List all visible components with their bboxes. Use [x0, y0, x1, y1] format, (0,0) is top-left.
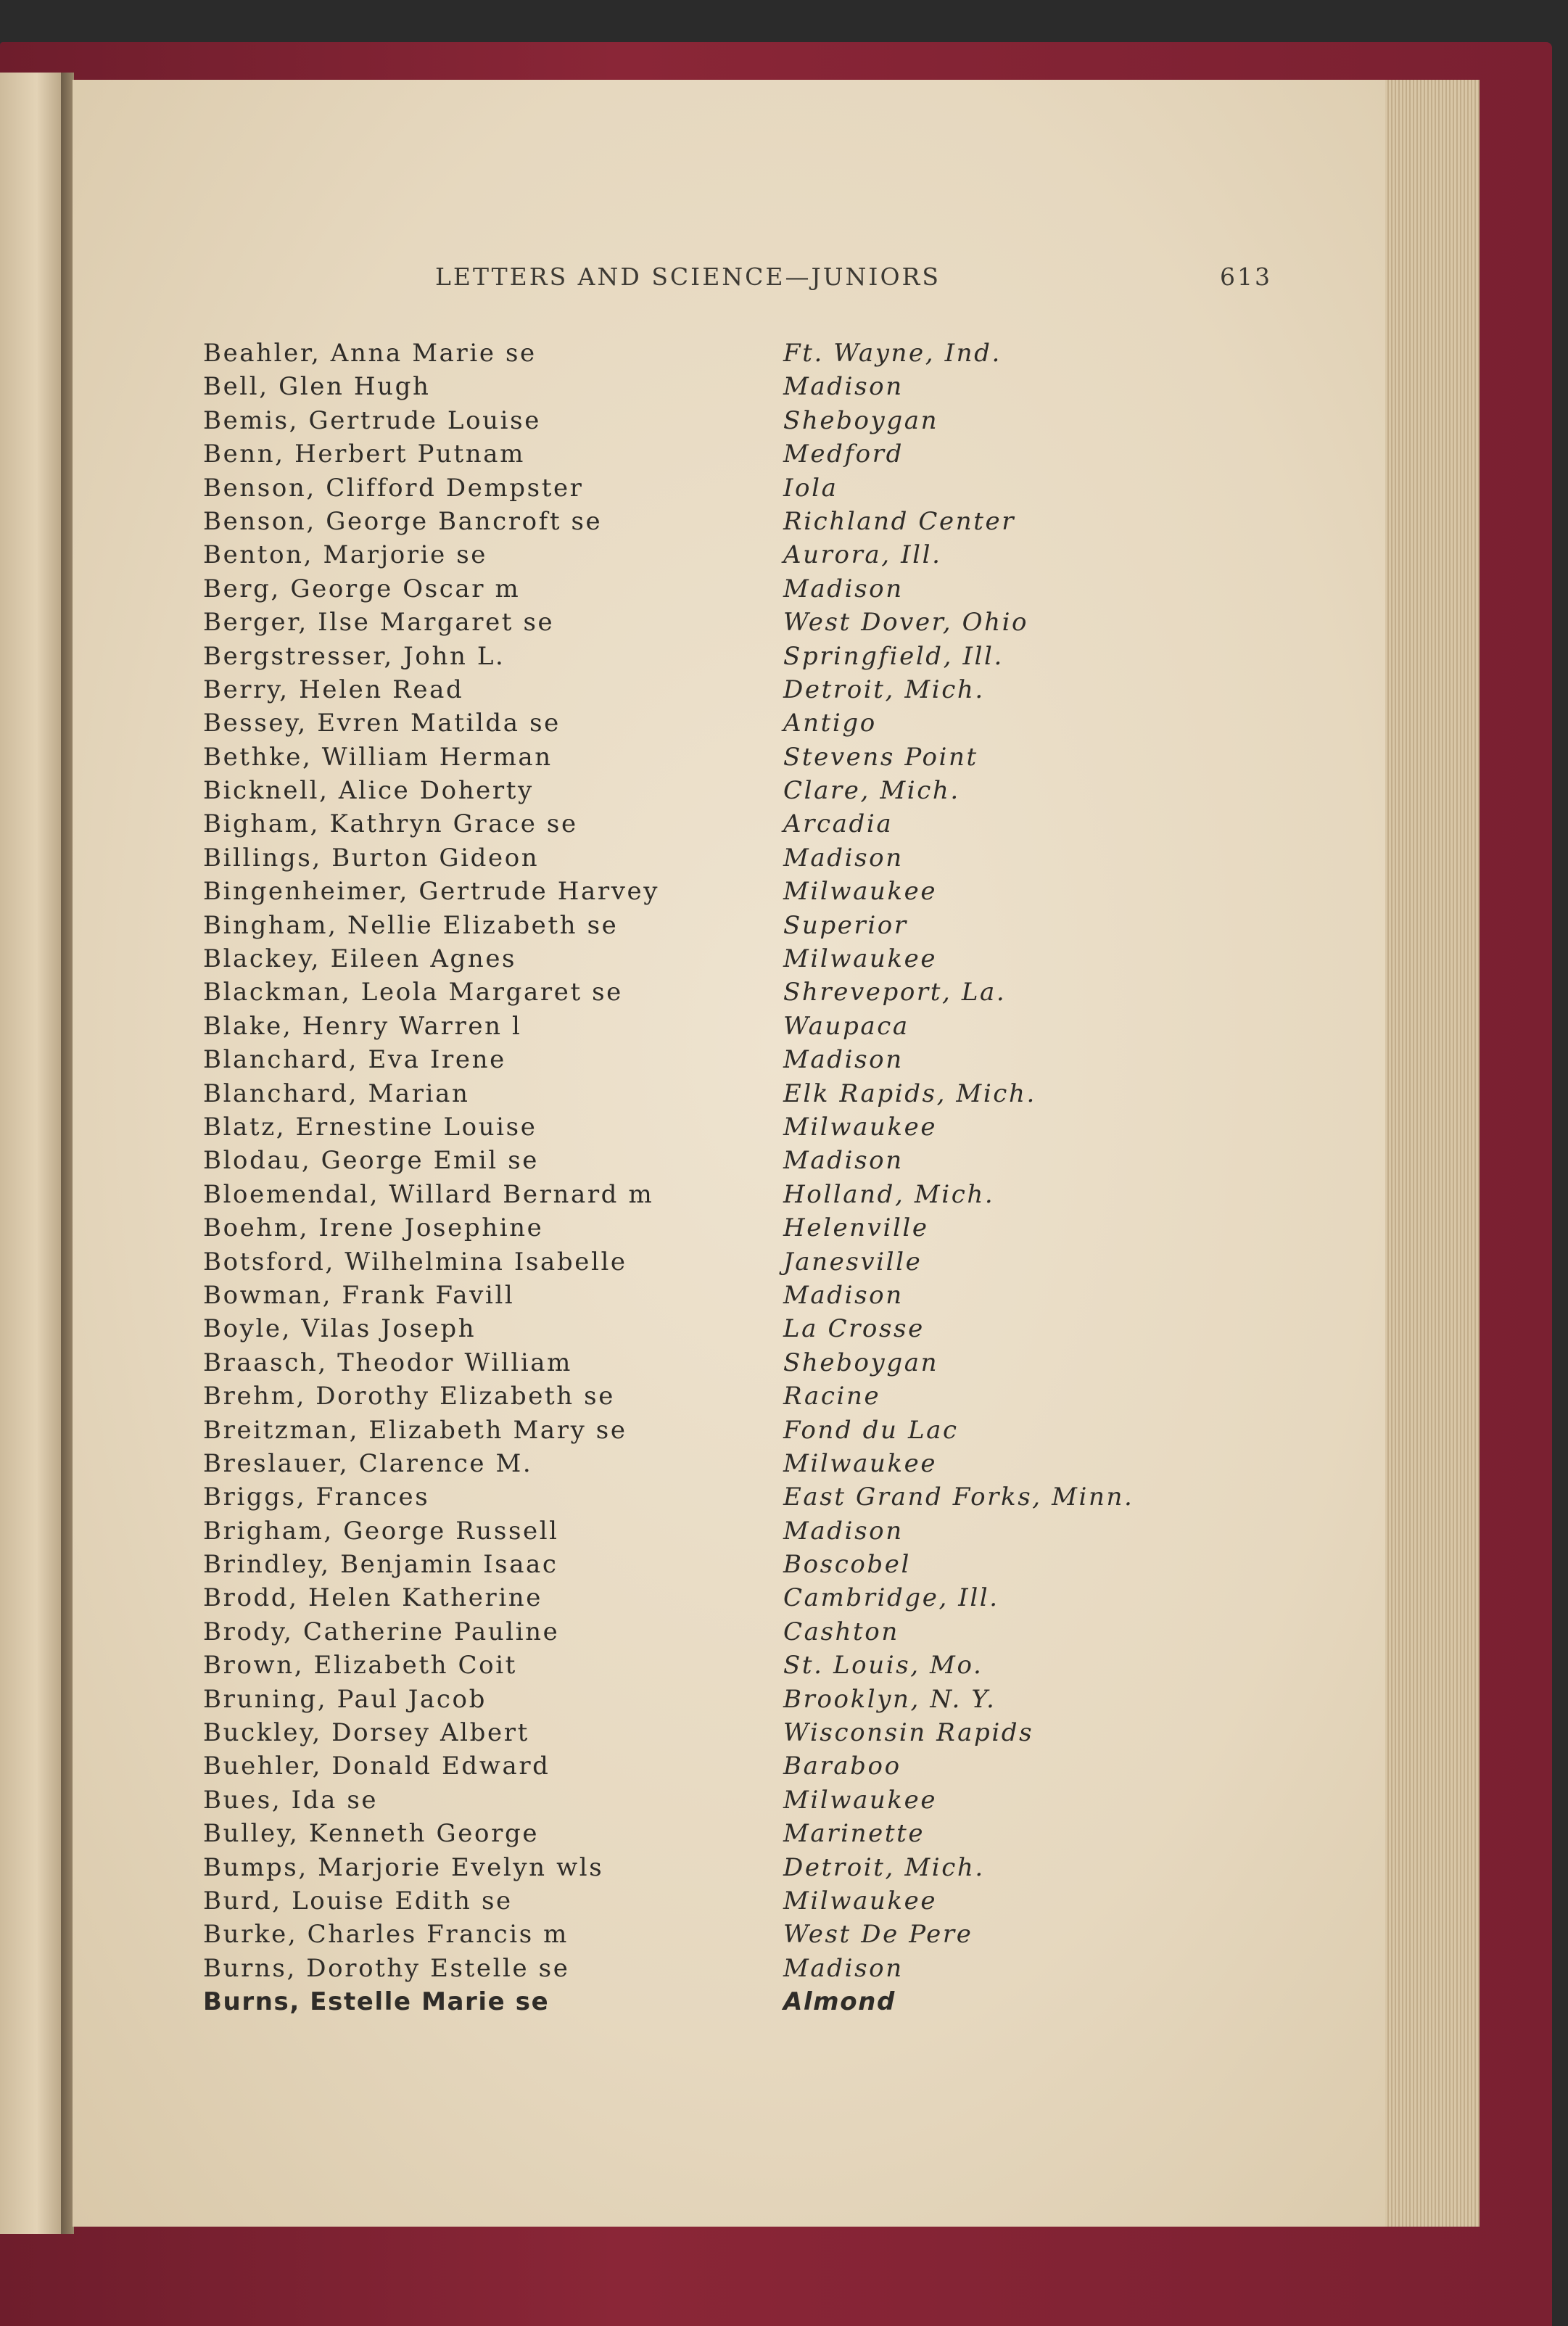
hometown: Detroit, Mich.: [783, 1852, 985, 1882]
student-name: Brigham, George Russell: [203, 1516, 559, 1546]
list-item: [200, 911, 1245, 944]
list-item: [200, 1685, 1245, 1718]
student-name: Bicknell, Alice Doherty: [203, 776, 534, 806]
page-number: 613: [1220, 263, 1272, 291]
list-item: [200, 440, 1245, 473]
hometown: West Dover, Ohio: [783, 608, 1029, 638]
hometown: Madison: [783, 1280, 904, 1310]
list-item: [200, 944, 1245, 978]
student-name: Bingenheimer, Gertrude Harvey: [203, 877, 660, 907]
student-name: Bemis, Gertrude Louise: [203, 405, 541, 435]
hometown: Milwaukee: [783, 1112, 938, 1142]
list-item: [200, 1786, 1245, 1819]
list-item: [200, 574, 1245, 608]
student-name: Brodd, Helen Katherine: [203, 1583, 543, 1613]
list-item: [200, 1146, 1245, 1179]
hometown: Holland, Mich.: [783, 1179, 995, 1209]
hometown: Arcadia: [783, 809, 894, 839]
student-name: Brown, Elizabeth Coit: [203, 1651, 517, 1680]
student-name: Blatz, Ernestine Louise: [203, 1112, 537, 1142]
list-item: [200, 1517, 1245, 1550]
hometown: Elk Rapids, Mich.: [783, 1079, 1036, 1108]
list-item: [200, 339, 1245, 372]
list-item: [200, 776, 1245, 809]
student-name: Burns, Dorothy Estelle se: [203, 1953, 570, 1983]
student-name: Boehm, Irene Josephine: [203, 1213, 544, 1243]
list-item: [200, 1382, 1245, 1415]
hometown: Madison: [783, 1516, 904, 1546]
student-name: Bergstresser, John L.: [203, 641, 506, 671]
hometown: Stevens Point: [783, 742, 978, 772]
list-item: [200, 1617, 1245, 1651]
list-item: [200, 372, 1245, 405]
list-item: [200, 743, 1245, 776]
hometown: Milwaukee: [783, 944, 938, 974]
hometown: Fond du Lac: [783, 1415, 959, 1445]
student-name: Bruning, Paul Jacob: [203, 1684, 487, 1714]
hometown: Clare, Mich.: [783, 776, 960, 806]
hometown: Medford: [783, 440, 904, 469]
hometown: Madison: [783, 1146, 904, 1176]
list-item: [200, 1079, 1245, 1113]
hometown: Madison: [783, 574, 904, 603]
list-item: [200, 1281, 1245, 1314]
student-name: Bigham, Kathryn Grace se: [203, 809, 578, 839]
hometown: Madison: [783, 1953, 904, 1983]
student-name: Boyle, Vilas Joseph: [203, 1314, 476, 1344]
list-item: [200, 1247, 1245, 1281]
student-name: Buehler, Donald Edward: [203, 1752, 550, 1781]
hometown: Madison: [783, 1045, 904, 1075]
student-name: Briggs, Frances: [203, 1482, 430, 1512]
student-name: Blackey, Eileen Agnes: [203, 944, 517, 974]
hometown: Racine: [783, 1382, 881, 1411]
student-name: Billings, Burton Gideon: [203, 843, 540, 873]
student-name: Blanchard, Marian: [203, 1079, 470, 1108]
hometown: Sheboygan: [783, 1348, 939, 1377]
page-title: LETTERS AND SCIENCE—JUNIORS: [435, 263, 941, 291]
student-name: Breslauer, Clarence M.: [203, 1448, 533, 1478]
hometown: Shreveport, La.: [783, 978, 1007, 1007]
hometown: Milwaukee: [783, 877, 938, 907]
student-name: Beahler, Anna Marie se: [203, 339, 537, 368]
student-name: Bues, Ida se: [203, 1785, 379, 1815]
list-item: [200, 1314, 1245, 1348]
hometown: Waupaca: [783, 1011, 909, 1041]
student-name: Bumps, Marjorie Evelyn wls: [203, 1852, 604, 1882]
list-item: [200, 809, 1245, 843]
hometown: Richland Center: [783, 506, 1016, 536]
student-name: Burd, Louise Edith se: [203, 1886, 513, 1915]
list-item: [200, 1886, 1245, 1920]
hometown: Milwaukee: [783, 1785, 938, 1815]
list-item: [200, 1718, 1245, 1752]
student-list: [200, 339, 1245, 2021]
hometown: Aurora, Ill.: [783, 540, 942, 570]
list-item: [200, 1987, 1245, 2021]
student-name: Botsford, Wilhelmina Isabelle: [203, 1247, 627, 1277]
list-item: [200, 1583, 1245, 1617]
student-name: Buckley, Dorsey Albert: [203, 1718, 529, 1748]
hometown: East Grand Forks, Minn.: [783, 1482, 1134, 1512]
list-item: [200, 1213, 1245, 1247]
hometown: Antigo: [783, 709, 877, 738]
student-name: Blackman, Leola Margaret se: [203, 978, 623, 1007]
hometown: Wisconsin Rapids: [783, 1718, 1034, 1748]
list-item: [200, 1752, 1245, 1785]
list-item: [200, 1113, 1245, 1146]
left-page-edge: [0, 73, 61, 2234]
list-item: [200, 1449, 1245, 1482]
student-name: Benn, Herbert Putnam: [203, 440, 525, 469]
student-name: Berry, Helen Read: [203, 675, 464, 704]
hometown: Springfield, Ill.: [783, 641, 1004, 671]
hometown: Milwaukee: [783, 1448, 938, 1478]
student-name: Brody, Catherine Pauline: [203, 1617, 560, 1646]
hometown: La Crosse: [783, 1314, 925, 1344]
hometown: Baraboo: [783, 1752, 901, 1781]
list-item: [200, 877, 1245, 910]
list-item: [200, 709, 1245, 742]
student-name: Braasch, Theodor William: [203, 1348, 572, 1377]
list-item: [200, 1180, 1245, 1213]
page-edges: [1385, 80, 1480, 2227]
hometown: West De Pere: [783, 1920, 973, 1950]
hometown: Janesville: [783, 1247, 923, 1277]
student-name: Berger, Ilse Margaret se: [203, 608, 555, 638]
student-name: Benton, Marjorie se: [203, 540, 488, 570]
hometown: Cambridge, Ill.: [783, 1583, 999, 1613]
student-name: Bingham, Nellie Elizabeth se: [203, 910, 619, 940]
list-item: [200, 1045, 1245, 1079]
student-name: Bulley, Kenneth George: [203, 1819, 540, 1849]
student-name: Blake, Henry Warren l: [203, 1011, 522, 1041]
hometown: Ft. Wayne, Ind.: [783, 339, 1002, 368]
list-item: [200, 1819, 1245, 1852]
student-name: Brehm, Dorothy Elizabeth se: [203, 1382, 615, 1411]
list-item: [200, 1012, 1245, 1045]
student-name: Bloemendal, Willard Bernard m: [203, 1179, 654, 1209]
hometown: Cashton: [783, 1617, 899, 1646]
list-item: [200, 1651, 1245, 1684]
student-name: Blanchard, Eva Irene: [203, 1045, 506, 1075]
hometown: St. Louis, Mo.: [783, 1651, 983, 1680]
list-item: [200, 1853, 1245, 1886]
hometown: Helenville: [783, 1213, 929, 1243]
hometown: Boscobel: [783, 1550, 911, 1580]
student-name: Burns, Estelle Marie se: [203, 1987, 550, 2017]
list-item: [200, 978, 1245, 1011]
list-item: [200, 675, 1245, 709]
student-name: Bethke, William Herman: [203, 742, 553, 772]
list-item: [200, 608, 1245, 641]
hometown: Sheboygan: [783, 405, 939, 435]
hometown: Iola: [783, 473, 838, 503]
hometown: Almond: [783, 1987, 896, 2017]
student-name: Breitzman, Elizabeth Mary se: [203, 1415, 627, 1445]
student-name: Bowman, Frank Favill: [203, 1280, 515, 1310]
hometown: Madison: [783, 843, 904, 873]
hometown: Brooklyn, N. Y.: [783, 1684, 996, 1714]
student-name: Benson, George Bancroft se: [203, 506, 603, 536]
student-name: Berg, George Oscar m: [203, 574, 521, 603]
list-item: [200, 474, 1245, 507]
hometown: Milwaukee: [783, 1886, 938, 1915]
hometown: Detroit, Mich.: [783, 675, 985, 704]
student-name: Bessey, Evren Matilda se: [203, 709, 561, 738]
list-item: [200, 406, 1245, 440]
list-item: [200, 507, 1245, 540]
student-name: Burke, Charles Francis m: [203, 1920, 569, 1950]
list-item: [200, 1416, 1245, 1449]
list-item: [200, 1482, 1245, 1516]
student-name: Benson, Clifford Dempster: [203, 473, 584, 503]
list-item: [200, 1954, 1245, 1987]
hometown: Marinette: [783, 1819, 925, 1849]
list-item: [200, 1920, 1245, 1953]
list-item: [200, 1550, 1245, 1583]
list-item: [200, 540, 1245, 574]
student-name: Blodau, George Emil se: [203, 1146, 539, 1176]
list-item: [200, 1348, 1245, 1382]
list-item: [200, 844, 1245, 877]
student-name: Brindley, Benjamin Isaac: [203, 1550, 558, 1580]
list-item: [200, 642, 1245, 675]
hometown: Madison: [783, 372, 904, 402]
student-name: Bell, Glen Hugh: [203, 372, 431, 402]
hometown: Superior: [783, 910, 908, 940]
